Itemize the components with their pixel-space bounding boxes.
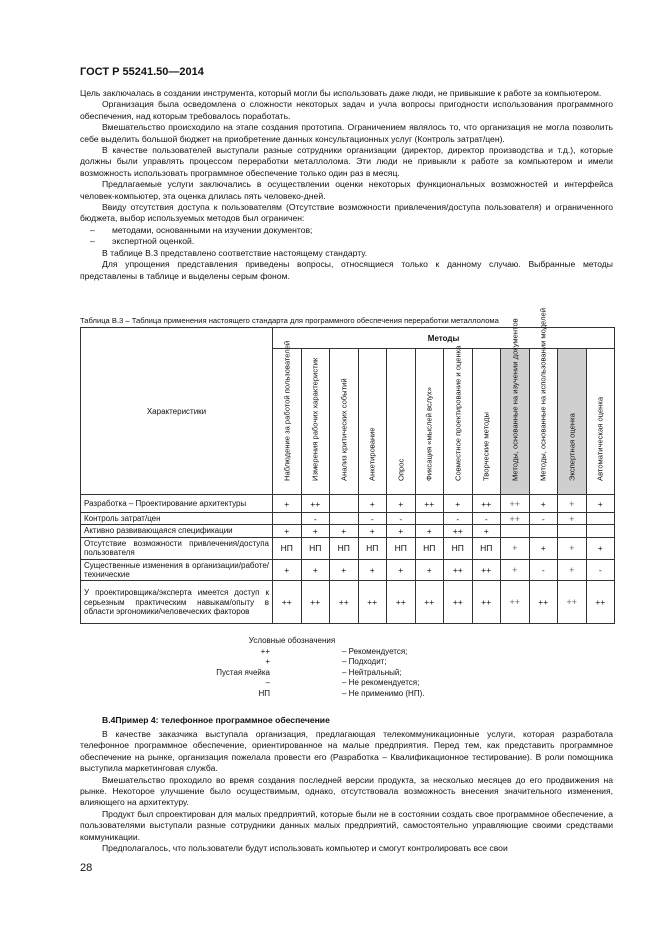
method-label: Опрос [396,458,406,481]
paragraph: В таблице В.3 представлено соответствие настоящему стандарту. [102,247,368,258]
legend-value: – Подходит; [342,657,387,666]
table-cell: - [444,513,473,525]
paragraph: Вмешательство проходило во время создания последней версии продукта, за несколько месяцев до его продвижения на рынке. Некоторое улучшение было осуществимым, однако, отсутствовала возможность внесения значительного изменения, влияющего на архитектуру. [80,774,613,808]
method-header [273,340,302,495]
table-cell [273,513,302,525]
table-cell: ++ [472,559,501,581]
table-cell: ++ [529,581,558,624]
legend-key: ++ [260,646,270,656]
table-cell [529,525,558,537]
paragraph: Цель заключалась в создании инструмента, который могли бы использовать даже люди, не привыкшие к работе за компьютером. [80,88,602,98]
table-cell: ++ [301,495,330,513]
characteristics-header: Характеристики [81,328,273,495]
table-row [81,513,615,525]
table-cell: + [387,559,416,581]
table-cell: + [358,495,387,513]
table-cell: - [358,513,387,525]
method-header [387,349,416,495]
table-cell [330,495,359,513]
table-cell: ++ [387,581,416,624]
table-row [81,495,615,513]
page-number: 28 [80,862,93,874]
method-header [472,349,501,495]
table-cell: + [330,525,359,537]
method-header [501,318,530,495]
table-cell: + [301,525,330,537]
table-cell: ++ [558,581,587,624]
paragraph: Ввиду отсутствия доступа к пользователям (Отсутствие возможности привлечения/доступа пользователя) и ограниченного бюджета, выбор используемых методов был ограничен: [80,202,613,224]
row-label: Контроль затрат/цен [81,513,273,525]
method-label: Анализ критических событий [339,378,349,481]
intro-text [80,88,613,282]
legend-row [80,647,614,658]
method-header [330,349,359,495]
table-cell: + [273,525,302,537]
paragraph [80,225,613,236]
table-cell: + [501,559,530,581]
table-row [81,581,615,624]
table-cell: НП [358,537,387,559]
table-cell: + [558,537,587,559]
row-label: Разработка – Проектирование архитектуры [81,495,273,513]
legend-row [80,657,614,668]
row-label: Существенные изменения в организации/работе/технические [81,559,273,581]
table-cell: + [358,559,387,581]
table-cell: + [273,495,302,513]
paragraph: В качестве заказчика выступала организация, предлагающая телекоммуникационные услуги, которая разработала телефонное программное обеспечение, ориентированное на малые предприятия. Перед тем, как представить программное обеспечение на рынке, организация пожелала провести его (Разработка – Квалификационное тестирование). В роли помощника выступила маркетинговая служба. [80,729,613,774]
method-label: Автоматическая оценка [595,396,605,481]
table-cell: - [529,559,558,581]
table-cell: ++ [358,581,387,624]
table-cell: ++ [472,581,501,624]
method-header [444,345,473,495]
paragraph [80,236,613,247]
document-header: ГОСТ Р 55241.50—2014 [80,66,204,78]
method-header [415,349,444,495]
table-cell: НП [415,537,444,559]
section-text [80,729,613,854]
list-dash: – [90,236,95,247]
paragraph: В качестве пользователей выступали разные сотрудники организации (директор, директор производства и т.д.), которые должны были управлять процессом переработки металлолома. Эти люди не привыкли к работе за компьютером и имели возможность использовать программное обеспечение только один раз в месяц. [80,145,613,178]
table-cell: ++ [330,581,359,624]
method-header [358,349,387,495]
legend-value: – Не применимо (НП). [342,688,425,698]
table-cell: + [586,537,615,559]
row-label: У проектировщика/эксперта имеется доступ к серьезным практическим навыкам/опыту в области эргономики/человеческих факторов [81,581,273,624]
table-cell: ++ [501,581,530,624]
legend-row [80,678,614,689]
table-cell: НП [330,537,359,559]
paragraph: Предполагалось, что пользователи будут использовать компьютер и смогут контролировать все свои [102,843,508,854]
method-header [586,349,615,495]
legend-key: + [265,657,270,666]
table-cell: ++ [472,495,501,513]
table-cell [501,525,530,537]
table-cell: ++ [501,495,530,513]
method-header [529,307,558,495]
method-header [558,349,587,495]
table-cell [586,525,615,537]
table-row [81,559,615,581]
legend-key: НП [258,688,270,698]
legend-row [80,668,614,679]
table-cell: НП [444,537,473,559]
table-cell: + [387,525,416,537]
method-label: Методы, основанные на изучении документов [510,318,520,481]
list-dash: – [90,224,95,235]
table-cell: ++ [273,581,302,624]
table-cell: + [472,525,501,537]
table-cell: + [444,495,473,513]
table-cell: + [301,559,330,581]
table-cell [586,513,615,525]
table-cell: + [273,559,302,581]
methods-header: Методы [273,328,615,349]
table-cell: ++ [415,495,444,513]
paragraph: Продукт был спроектирован для малых предприятий, которые были не в состоянии создать свое программное обеспечение, а пользователями выступали разные сотрудники данных малых предприятий, самостоятельно управляющие своими средствами коммуникации. [80,808,613,842]
method-label: Совместное проектирование и оценка [453,345,463,481]
table-caption: Таблица В.3 – Таблица применения настоящего стандарта для программного обеспечения переработки металлолома [80,316,499,325]
paragraph: Предлагаемые услуги заключались в осуществлении оценки некоторых функциональных возможностей и интерфейса человек-компьютер, эта оценка длилась пять человеко-дней. [80,179,613,201]
table-cell: + [529,495,558,513]
table-cell: + [415,559,444,581]
section-title: В.4Пример 4: телефонное программное обеспечение [102,715,330,725]
legend [80,636,614,699]
paragraph: Организация была осведомлена о сложности некоторых задач и учла вопросы пригодности использования программного обеспечения, над которым требовалось поработать. [80,99,613,121]
table-row [81,537,615,559]
table-cell: ++ [415,581,444,624]
table-cell: ++ [444,525,473,537]
table-cell: + [529,537,558,559]
method-label: Методы, основанные на использовании моделей [538,307,548,481]
table-cell: + [387,495,416,513]
row-label: Отсутствие возможности привлечения/доступа пользователя [81,537,273,559]
table-cell: ++ [444,581,473,624]
legend-value: – Нейтральный; [342,667,402,677]
paragraph: Вмешательство происходило на этапе создания прототипа. Ограничением являлось то, что организация не могла позволить себе выделить большой бюджет на приобретение данных консультационных услуг (Контроль затрат/цен). [80,122,613,144]
paragraph: Для упрощения представления приведены вопросы, относящиеся только к данному случаю. Выбранные методы представлены в таблице и выделены серым фоном. [80,259,613,281]
table-cell: НП [387,537,416,559]
method-label: Измерения рабочих характеристик [310,357,320,481]
method-label: Фиксация «мыслей вслух» [424,387,434,481]
table-cell: ++ [444,559,473,581]
table-cell: - [301,513,330,525]
table-cell: + [558,513,587,525]
table-cell [558,525,587,537]
table-cell: + [415,525,444,537]
table-cell: ++ [301,581,330,624]
method-label: Творческие методы [481,412,491,481]
table-cell: + [558,559,587,581]
legend-key: – [265,678,270,687]
table-cell: + [501,537,530,559]
table-cell: + [586,495,615,513]
legend-key: Пустая ячейка [216,667,270,677]
table-cell: + [558,495,587,513]
method-label: Экспертная оценка [567,413,577,481]
method-header [301,349,330,495]
table-row [81,525,615,537]
table-cell [330,513,359,525]
table-cell: - [586,559,615,581]
row-label: Активно развивающаяся спецификации [81,525,273,537]
table-cell: - [472,513,501,525]
table-cell: НП [273,537,302,559]
method-label: Анкетирование [367,427,377,481]
list-item-text: методами, основанными на изучении документов; [112,224,313,235]
table-cell: ++ [586,581,615,624]
list-item-text: экспертной оценкой. [112,236,195,247]
table-cell [415,513,444,525]
legend-title: Условные обозначения [248,636,336,645]
table-cell: - [529,513,558,525]
table-cell: + [358,525,387,537]
legend-row [80,689,614,700]
table-cell: + [330,559,359,581]
table-cell: НП [472,537,501,559]
table-cell: ++ [501,513,530,525]
legend-value: – Рекомендуется; [342,646,408,656]
table-cell: НП [301,537,330,559]
table-cell: - [387,513,416,525]
legend-value: – Не рекомендуется; [342,678,420,687]
method-label: Наблюдение за работой пользователей [282,340,292,481]
